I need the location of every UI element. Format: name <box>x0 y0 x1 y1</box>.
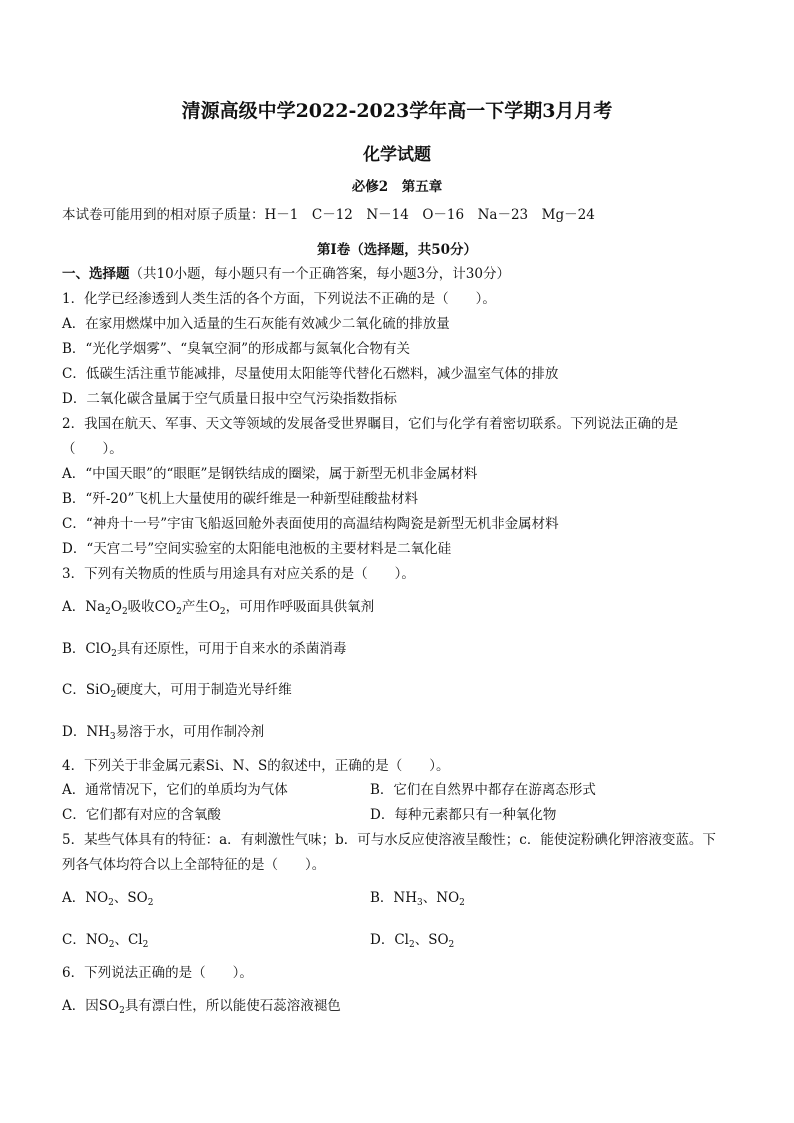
formula-part: O <box>208 599 220 615</box>
q6-option-a <box>62 996 734 1021</box>
q1-option-c: C．低碳生活注重节能减排，尽量使用太阳能等代替化石燃料，减少温室气体的排放 <box>62 366 559 382</box>
q5-option-c <box>62 932 148 948</box>
q3-option-a <box>62 597 734 622</box>
q4-stem: 4．下列关于非金属元素Si、N、S的叙述中，正确的是（ ）。 <box>62 758 450 774</box>
q3-d-text: 易溶于水，可用作制冷剂 <box>115 724 265 740</box>
subscript: 3 <box>109 732 116 742</box>
q4-options-row2 <box>62 805 734 825</box>
q2-option-b: B．“歼-20”飞机上大量使用的碳纤维是一种新型硅酸盐材料 <box>62 491 418 507</box>
formula-part: NH <box>393 890 418 906</box>
subscript: 2 <box>111 649 117 659</box>
section-heading <box>62 264 734 284</box>
subscript: 3 <box>417 898 423 908</box>
part-title: 第Ⅰ卷（选择题，共50分） <box>316 242 478 258</box>
q3-a-text: 产生 <box>181 599 209 615</box>
exam-subtitle: 化学试题 <box>363 145 431 165</box>
q4-options-row1 <box>62 780 734 800</box>
q3-option-b <box>62 639 734 664</box>
formula-part: NO <box>436 890 460 906</box>
q3-a-text: ，可用作呼吸面具供氧剂 <box>225 599 375 615</box>
q5-option-d <box>370 930 454 955</box>
separator: 、 <box>414 932 429 948</box>
q3-c-label: C． <box>62 682 86 698</box>
q6-stem: 6．下列说法正确的是（ ）。 <box>62 965 253 981</box>
subscript: 2 <box>110 690 117 700</box>
q4-option-a: A．通常情况下，它们的单质均为气体 <box>62 782 288 798</box>
formula-part: ClO <box>85 641 112 657</box>
formula-part: Cl <box>394 932 409 948</box>
formula-part: Cl <box>127 932 143 948</box>
subscript: 2 <box>142 940 149 950</box>
formula-part: NO <box>85 890 109 906</box>
q3-a-label: A． <box>62 599 86 615</box>
formula-part: NO <box>85 932 109 948</box>
subscript: 2 <box>459 898 465 908</box>
q5-b-label: B． <box>370 890 394 906</box>
q5-stem-line1: 5．某些气体具有的特征：a．有刺激性气味；b．可与水反应使溶液呈酸性；c．能使淀粉碘化钾溶液变蓝。下 <box>62 832 716 848</box>
subscript: 2 <box>448 940 455 950</box>
section-label: 一、选择题 <box>62 266 130 282</box>
formula-part: SiO <box>85 682 111 698</box>
formula-part: SO <box>127 890 148 906</box>
q3-b-label: B． <box>62 641 86 657</box>
formula-part: O <box>110 599 122 615</box>
subscript: 2 <box>219 607 226 617</box>
q3-option-c <box>62 680 734 705</box>
q5-option-b <box>370 888 465 913</box>
formula-part: SO <box>98 998 120 1014</box>
q2-option-a: A．“中国天眼”的“眼眶”是钢铁结成的圈梁，属于新型无机非金属材料 <box>62 466 478 482</box>
q1-stem: 1．化学已经渗透到人类生活的各个方面，下列说法不正确的是（ ）。 <box>62 291 496 307</box>
q5-options-row1 <box>62 888 734 913</box>
formula-part: SO <box>428 932 449 948</box>
section-desc: （共10小题，每小题只有一个正确答案，每小题3分，计30分） <box>129 266 510 282</box>
q5-c-label: C． <box>62 932 86 948</box>
formula-part: Na <box>85 599 106 615</box>
separator: 、 <box>113 890 128 906</box>
q2-option-d: D．“天宫二号”空间实验室的太阳能电池板的主要材料是二氧化硅 <box>62 541 452 557</box>
subscript: 2 <box>119 1006 125 1016</box>
q5-option-a <box>62 890 153 906</box>
exam-title: 清源高级中学2022-2023学年高一下学期3月月考 <box>181 100 613 122</box>
subscript: 2 <box>105 607 111 617</box>
q4-option-c: C．它们都有对应的含氧酸 <box>62 807 221 823</box>
subscript: 2 <box>121 607 128 617</box>
q3-option-d <box>62 722 734 747</box>
separator: 、 <box>422 890 437 906</box>
q2-stem-line1: 2．我国在航天、军事、天文等领域的发展备受世界瞩目，它们与化学有着密切联系。下列说法正确的是 <box>62 416 679 432</box>
atomic-mass-line: 本试卷可能用到的相对原子质量：H－1 C－12 N－14 O－16 Na－23 Mg－24 <box>62 207 595 223</box>
q4-option-d: D．每种元素都只有一种氧化物 <box>370 807 557 823</box>
q3-b-text: 具有还原性，可用于自来水的杀菌消毒 <box>116 641 347 657</box>
exam-scope: 必修2 第五章 <box>351 179 443 195</box>
q5-stem-line2: 列各气体均符合以上全部特征的是（ ）。 <box>62 857 326 873</box>
q6-a-text: 具有漂白性，所以能使石蕊溶液褪色 <box>124 998 341 1014</box>
q5-a-label: A． <box>62 890 86 906</box>
q1-option-d: D．二氧化碳含量属于空气质量日报中空气污染指数指标 <box>62 391 397 407</box>
formula-part: CO <box>154 599 177 615</box>
separator: 、 <box>114 932 128 948</box>
q5-options-row2 <box>62 930 734 955</box>
q3-c-text: 硬度大，可用于制造光导纤维 <box>116 682 292 698</box>
formula-part: NH <box>86 724 110 740</box>
q3-stem: 3．下列有关物质的性质与用途具有对应关系的是（ ）。 <box>62 566 415 582</box>
q4-option-b: B．它们在自然界中都存在游离态形式 <box>370 782 596 798</box>
subscript: 2 <box>176 607 182 617</box>
q1-option-a: A．在家用燃煤中加入适量的生石灰能有效减少二氧化硫的排放量 <box>62 316 450 332</box>
subscript: 2 <box>108 898 114 908</box>
q5-d-label: D． <box>370 932 395 948</box>
q1-option-b: B．“光化学烟雾”、“臭氧空洞”的形成都与氮氧化合物有关 <box>62 341 411 357</box>
q2-option-c: C．“神舟十一号”宇宙飞船返回舱外表面使用的高温结构陶瓷是新型无机非金属材料 <box>62 516 559 532</box>
q6-a-label: A．因 <box>62 998 99 1014</box>
subscript: 2 <box>108 940 115 950</box>
q2-stem-line2: （ ）。 <box>62 441 123 457</box>
subscript: 2 <box>408 940 415 950</box>
subscript: 2 <box>147 898 154 908</box>
q3-d-label: D． <box>62 724 87 740</box>
q3-a-text: 吸收 <box>127 599 155 615</box>
